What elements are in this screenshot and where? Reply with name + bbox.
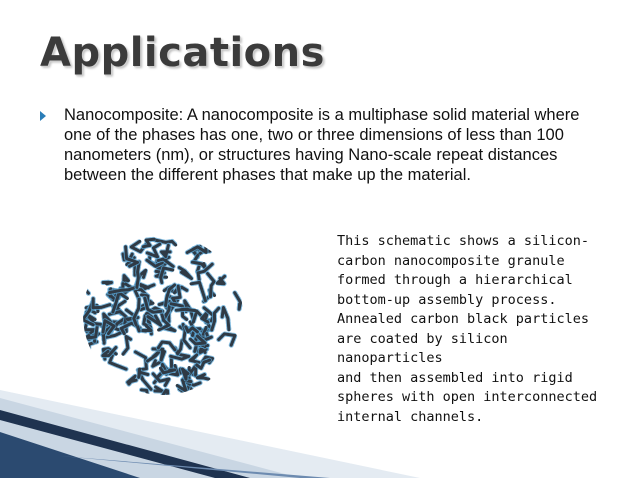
bullet-text: Nanocomposite: A nanocomposite is a multiphase solid material where one of the phases has one, two or three dimensions of less than 100 nanometers (nm), or structures having Nano-scale repeat distances between the different phases that make up the material.: [64, 106, 580, 184]
slide-title: Applications: [40, 30, 325, 76]
image-caption: This schematic shows a silicon- carbon nanocomposite granule formed through a hierarchical bottom-up assembly process. Annealed carbon black particles are coated by silicon nanoparticles and then assembled into rigid spheres with open interconnected internal channels.: [337, 233, 598, 425]
bullet-item: [40, 105, 600, 185]
triangle-bullet-icon: [40, 111, 46, 121]
nanocomposite-granule-image: [78, 230, 248, 400]
decorative-swoosh: [0, 390, 638, 478]
